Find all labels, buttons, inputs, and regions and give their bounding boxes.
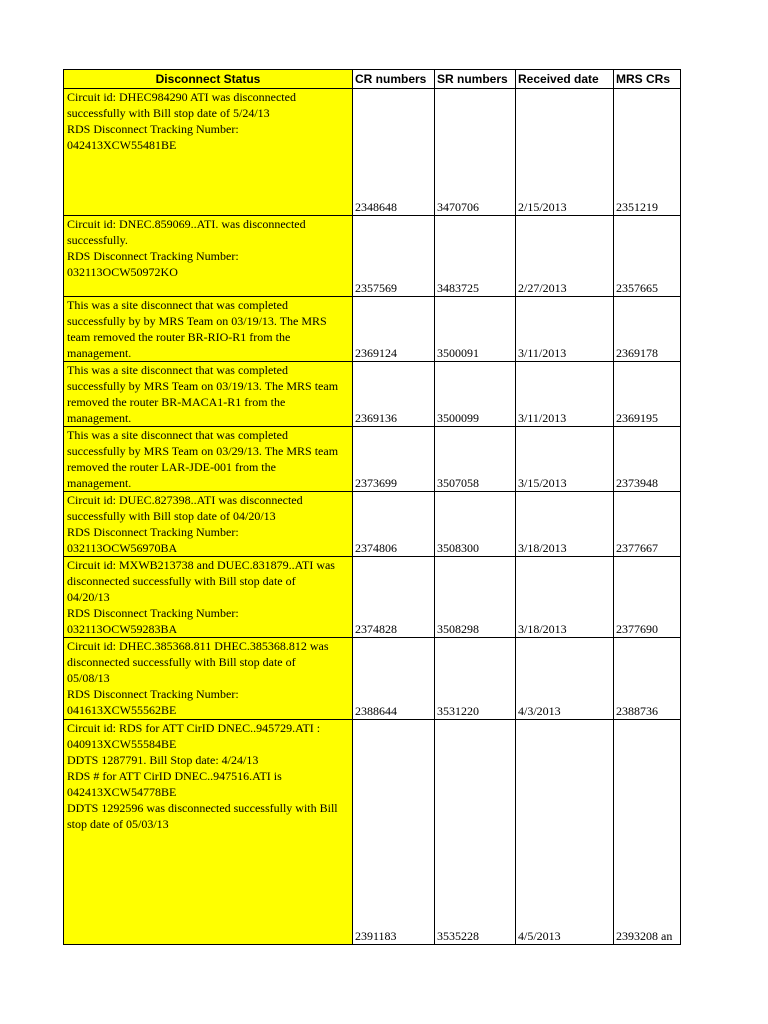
sr-number-cell: 3508298: [435, 557, 516, 638]
cr-number-cell: 2369124: [353, 297, 435, 362]
sr-number-cell: 3470706: [435, 89, 516, 216]
cr-number-cell: 2357569: [353, 216, 435, 297]
cr-number-cell: 2348648: [353, 89, 435, 216]
table-row: [64, 89, 681, 216]
mrs-cr-cell: 2351219: [614, 89, 681, 216]
received-date-cell: 3/18/2013: [516, 492, 614, 557]
disconnect-status-cell: Circuit id: MXWB213738 and DUEC.831879..ATI was disconnected successfully with Bill stop date of 04/20/13 RDS Disconnect Tracking Number: 032113OCW59283BA: [64, 557, 353, 638]
table-row: [64, 557, 681, 638]
disconnect-status-table: [63, 69, 681, 945]
disconnect-status-cell: Circuit id: DNEC.859069..ATI. was disconnected successfully. RDS Disconnect Tracking Number: 032113OCW50972KO: [64, 216, 353, 297]
mrs-cr-cell: 2377690: [614, 557, 681, 638]
received-date-cell: 3/15/2013: [516, 427, 614, 492]
sr-number-cell: 3508300: [435, 492, 516, 557]
sr-number-cell: 3500091: [435, 297, 516, 362]
mrs-cr-cell: 2377667: [614, 492, 681, 557]
table-row: [64, 720, 681, 945]
header-received-date: Received date: [516, 70, 614, 89]
disconnect-status-cell: Circuit id: DHEC.385368.811 DHEC.385368.812 was disconnected successfully with Bill stop date of 05/08/13 RDS Disconnect Tracking Number: 041613XCW55562BE: [64, 638, 353, 720]
mrs-cr-cell: 2388736: [614, 638, 681, 720]
received-date-cell: 4/5/2013: [516, 720, 614, 945]
disconnect-status-cell: Circuit id: DUEC.827398..ATI was disconnected successfully with Bill stop date of 04/20/13 RDS Disconnect Tracking Number: 032113OCW56970BA: [64, 492, 353, 557]
cr-number-cell: 2369136: [353, 362, 435, 427]
mrs-cr-cell: 2357665: [614, 216, 681, 297]
disconnect-status-cell: This was a site disconnect that was completed successfully by by MRS Team on 03/19/13. The MRS team removed the router BR-RIO-R1 from the management.: [64, 297, 353, 362]
received-date-cell: 4/3/2013: [516, 638, 614, 720]
mrs-cr-cell: 2393208 an: [614, 720, 681, 945]
mrs-cr-cell: 2373948: [614, 427, 681, 492]
header-disconnect-status: Disconnect Status: [64, 70, 353, 89]
header-cr-numbers: CR numbers: [353, 70, 435, 89]
disconnect-status-cell: Circuit id: RDS for ATT CirID DNEC..945729.ATI : 040913XCW55584BE DDTS 1287791. Bill Stop date: 4/24/13 RDS # for ATT CirID DNEC..947516.ATI is 042413XCW54778BE DDTS 1292596 was disconnected successfully with Bill stop date of 05/03/13: [64, 720, 353, 945]
sr-number-cell: 3531220: [435, 638, 516, 720]
table-row: [64, 297, 681, 362]
header-row: [64, 70, 681, 89]
disconnect-status-cell: This was a site disconnect that was completed successfully by MRS Team on 03/29/13. The MRS team removed the router LAR-JDE-001 from the management.: [64, 427, 353, 492]
table-row: [64, 216, 681, 297]
table-row: [64, 638, 681, 720]
disconnect-status-cell: Circuit id: DHEC984290 ATI was disconnected successfully with Bill stop date of 5/24/13 RDS Disconnect Tracking Number: 042413XCW55481BE: [64, 89, 353, 216]
cr-number-cell: 2373699: [353, 427, 435, 492]
sr-number-cell: 3535228: [435, 720, 516, 945]
sr-number-cell: 3507058: [435, 427, 516, 492]
header-mrs-crs: MRS CRs: [614, 70, 681, 89]
received-date-cell: 2/27/2013: [516, 216, 614, 297]
received-date-cell: 3/18/2013: [516, 557, 614, 638]
header-sr-numbers: SR numbers: [435, 70, 516, 89]
received-date-cell: 3/11/2013: [516, 362, 614, 427]
cr-number-cell: 2374828: [353, 557, 435, 638]
sr-number-cell: 3483725: [435, 216, 516, 297]
received-date-cell: 3/11/2013: [516, 297, 614, 362]
received-date-cell: 2/15/2013: [516, 89, 614, 216]
mrs-cr-cell: 2369178: [614, 297, 681, 362]
table-row: [64, 492, 681, 557]
table-row: [64, 427, 681, 492]
mrs-cr-cell: 2369195: [614, 362, 681, 427]
cr-number-cell: 2391183: [353, 720, 435, 945]
table-row: [64, 362, 681, 427]
sr-number-cell: 3500099: [435, 362, 516, 427]
cr-number-cell: 2374806: [353, 492, 435, 557]
cr-number-cell: 2388644: [353, 638, 435, 720]
disconnect-status-cell: This was a site disconnect that was completed successfully by MRS Team on 03/19/13. The MRS team removed the router BR-MACA1-R1 from the management.: [64, 362, 353, 427]
